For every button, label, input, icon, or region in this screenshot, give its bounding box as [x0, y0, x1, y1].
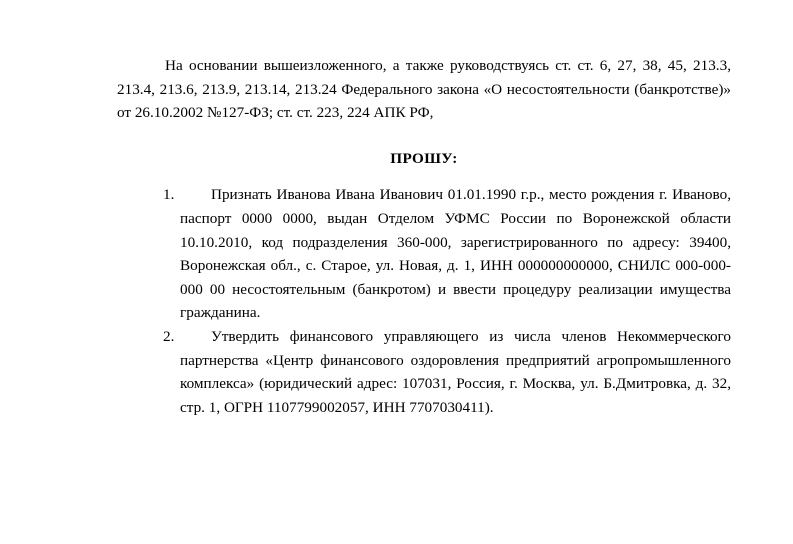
request-item-2-text: Утвердить финансового управляющего из числа членов Некоммерческого партнерства «Центр финансового оздоровления предприятий агропромышленного комплекса» (юридический адрес: 107031, Россия, г. Москва, ул. Б.Дмитровка, д. 32, стр. 1, ОГРН 1107799002057, ИНН 7707030411).: [180, 327, 731, 416]
document-text-block: [117, 54, 731, 419]
request-item-1-text: Признать Иванова Ивана Иванович 01.01.1990 г.р., место рождения г. Иваново, паспорт 0000 0000, выдан Отделом УФМС России по Воронежской области 10.10.2010, код подразделения 360-000, зарегистрированного по адресу: 39400, Воронежская обл., с. Старое, ул. Новая, д. 1, ИНН 000000000000, СНИЛС 000-000-000 00 несостоятельным (банкротом) и ввести процедуру реализации имущества гражданина.: [180, 186, 731, 322]
request-item-1-marker: 1.: [163, 186, 175, 204]
requests-list: [117, 183, 731, 419]
request-item-2-marker: 2.: [163, 327, 175, 345]
request-item-2: [117, 325, 731, 419]
request-heading-container: [117, 147, 731, 171]
request-heading: ПРОШУ:: [390, 149, 458, 167]
intro-paragraph: На основании вышеизложенного, а также руководствуясь ст. ст. 6, 27, 38, 45, 213.3, 213.4, 213.6, 213.9, 213.14, 213.24 Федерального закона «О несостоятельности (банкротстве)» от 26.10.2002 №127-ФЗ; ст. ст. 223, 224 АПК РФ,: [117, 57, 731, 122]
request-item-1: [117, 183, 731, 325]
